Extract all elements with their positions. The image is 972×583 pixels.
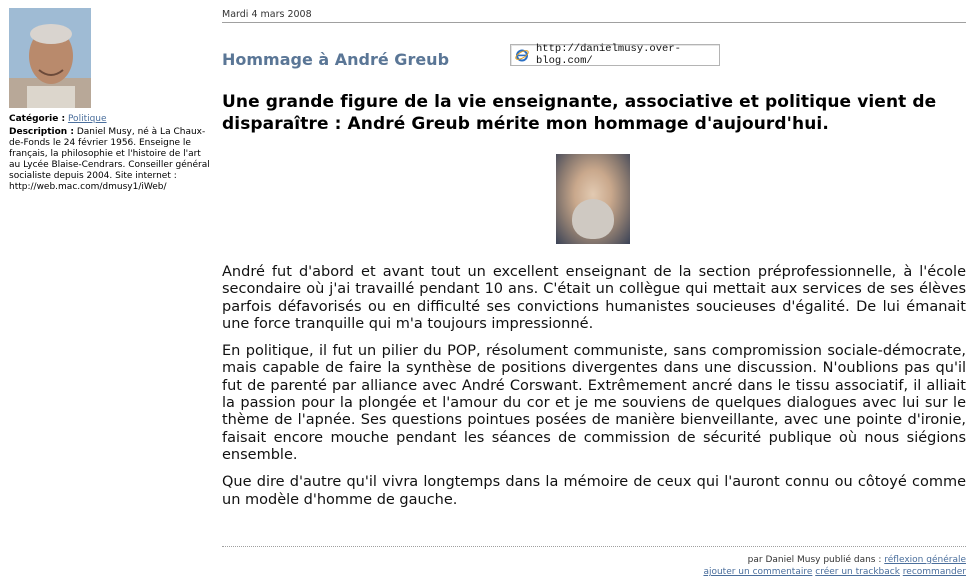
post — [222, 8, 966, 577]
internet-explorer-icon — [515, 48, 529, 62]
recommend-link[interactable]: recommander — [902, 567, 966, 577]
post-headline: Une grande figure de la vie enseignante, associative et politique vient de disparaître : André Greub mérite mon hommage d'aujourd'hui. — [222, 92, 937, 134]
date-divider — [222, 22, 966, 23]
footer-divider — [222, 546, 966, 547]
footer-category-link[interactable]: réflexion générale — [884, 555, 966, 565]
sidebar-description — [9, 127, 213, 193]
description-text: Daniel Musy, né à La Chaux-de-Fonds le 24 février 1956. Enseigne le français, la philosophie et l'histoire de l'art au Lycée Blaise-Cendrars. Conseiller général socialiste depuis 2004. Site internet : http://web.mac.com/dmusy1/iWeb/ — [9, 127, 210, 192]
category-label: Catégorie : — [9, 114, 66, 124]
author-avatar — [9, 8, 91, 108]
description-label: Description : — [9, 127, 74, 137]
footer-actions-row — [703, 566, 966, 578]
sidebar — [9, 8, 213, 193]
paragraph: En politique, il fut un pilier du POP, résolument communiste, sans compromission sociale-démocrate, mais capable de faire la synthèse de positions divergentes dans une discussion. N'oublions pas qu'il fut de parenté par alliance avec André Corswant. Extrêmement ancré dans le tissu associatif, il alliait la passion pour la plongée et l'amour du cor et je me souviens de quelques dialogues avec lui sur le thème de l'apnée. Ses questions pointues posées de manière bienveillante, avec une pointe d'ironie, faisait encore mouche pendant les séances de commission de sécurité publique où nous siégions ensemble. — [222, 343, 966, 463]
url-address-box[interactable] — [510, 44, 720, 66]
author-photo-icon — [9, 8, 91, 108]
portrait-beard — [572, 199, 614, 239]
url-text: http://danielmusy.over-blog.com/ — [536, 43, 681, 67]
sidebar-category — [9, 114, 213, 125]
posted-by-text: par Daniel Musy publié dans : — [747, 555, 882, 565]
paragraph: Que dire d'autre qu'il vivra longtemps dans la mémoire de ceux qui l'auront connu ou côtoyé comme un modèle d'homme de gauche. — [222, 474, 966, 508]
add-comment-link[interactable]: ajouter un commentaire — [703, 567, 813, 577]
post-footer — [703, 554, 966, 578]
footer-posted-row — [703, 554, 966, 566]
post-title[interactable]: Hommage à André Greub — [222, 50, 450, 69]
post-date: Mardi 4 mars 2008 — [222, 9, 312, 20]
category-link[interactable]: Politique — [67, 114, 107, 124]
paragraph: André fut d'abord et avant tout un excellent enseignant de la section préprofessionnelle, à l'école secondaire où j'ai travaillé pendant 10 ans. C'était un collègue qui mettait aux services de ses élèves parfois défavorisés ou en difficulté ses convictions humanistes soucieuses d'égalité. De lui émanait une force tranquille qui m'a toujours impressionné. — [222, 264, 966, 332]
post-body — [222, 264, 966, 519]
subject-portrait — [556, 154, 630, 244]
trackback-link[interactable]: créer un trackback — [815, 567, 900, 577]
